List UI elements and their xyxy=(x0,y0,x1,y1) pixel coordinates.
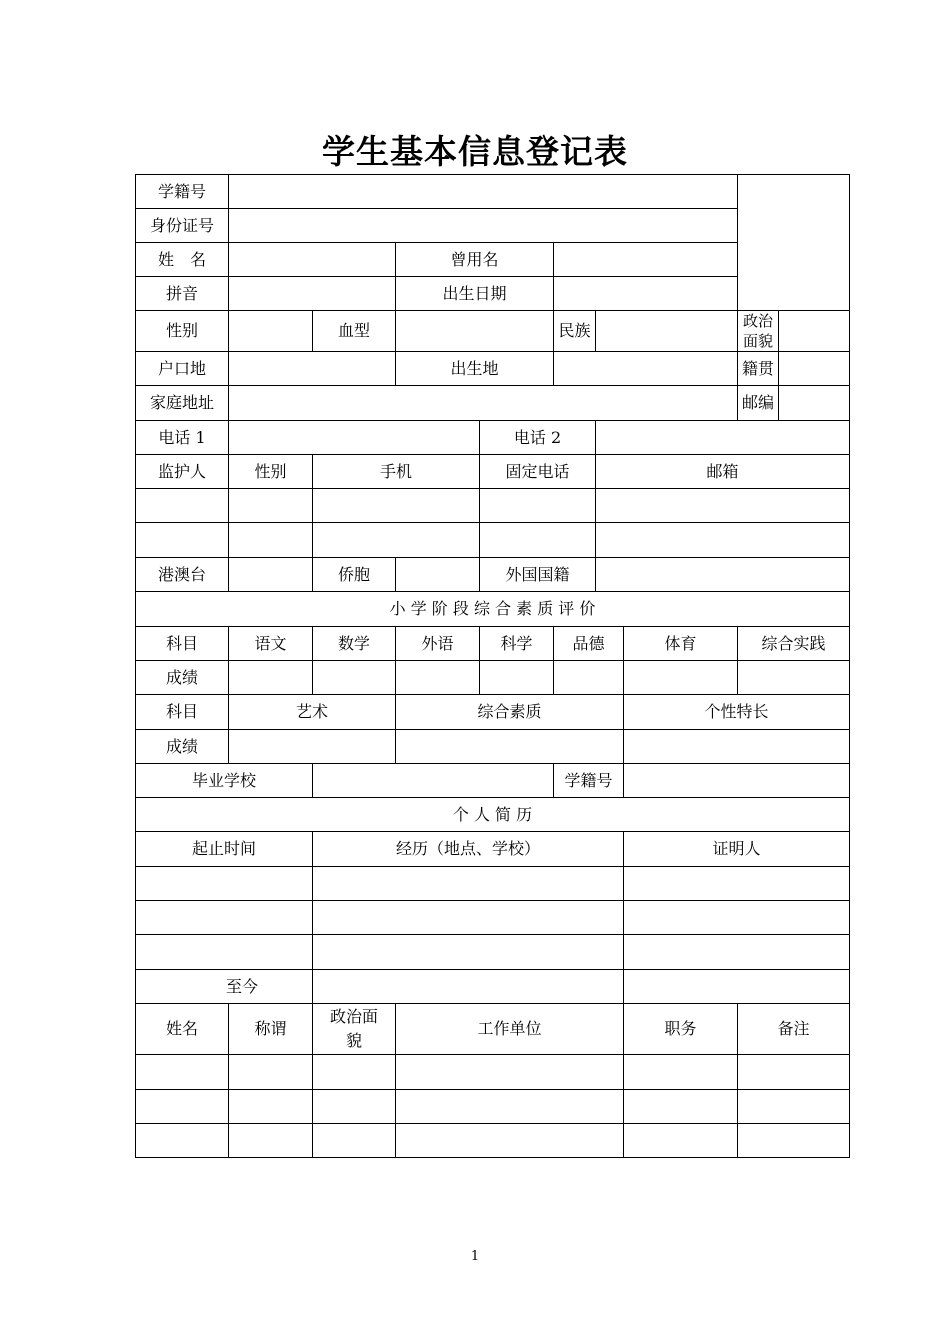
family-3-political[interactable] xyxy=(313,1124,396,1158)
label-name: 姓 名 xyxy=(136,243,229,277)
family-2-position[interactable] xyxy=(624,1090,738,1124)
label-hmt: 港澳台 xyxy=(136,558,229,592)
field-guardian-1[interactable] xyxy=(136,489,229,523)
score-chinese[interactable] xyxy=(229,661,313,695)
family-1-remarks[interactable] xyxy=(738,1055,850,1090)
label-foreign: 外国国籍 xyxy=(480,558,596,592)
label-guardian-mobile: 手机 xyxy=(313,455,480,489)
section-resume: 个 人 简 历 xyxy=(136,798,850,832)
label-guardian-gender: 性别 xyxy=(229,455,313,489)
label-political-status: 政治面貌 xyxy=(738,311,779,352)
family-1-employer[interactable] xyxy=(396,1055,624,1090)
subject-foreign-language: 外语 xyxy=(396,627,480,661)
label-birth-date: 出生日期 xyxy=(396,277,554,311)
label-witness: 证明人 xyxy=(624,832,850,867)
subject-pe: 体育 xyxy=(624,627,738,661)
label-hukou: 户口地 xyxy=(136,352,229,386)
field-grad-student-no[interactable] xyxy=(624,764,850,798)
family-1-relation[interactable] xyxy=(229,1055,313,1090)
field-overseas-chinese[interactable] xyxy=(396,558,480,592)
family-2-relation[interactable] xyxy=(229,1090,313,1124)
label-phone2: 电话 2 xyxy=(480,421,596,455)
page-title: 学生基本信息登记表 xyxy=(322,132,628,171)
field-home-address[interactable] xyxy=(229,386,738,421)
resume-period-1[interactable] xyxy=(136,867,313,901)
resume-witness-3[interactable] xyxy=(624,935,850,970)
field-ethnicity[interactable] xyxy=(596,311,738,352)
field-birthplace[interactable] xyxy=(554,352,738,386)
resume-witness-1[interactable] xyxy=(624,867,850,901)
label-student-no: 学籍号 xyxy=(136,175,229,209)
label-guardian-landline: 固定电话 xyxy=(480,455,596,489)
score-art[interactable] xyxy=(229,730,396,764)
field-political-status[interactable] xyxy=(779,311,850,352)
field-grad-school[interactable] xyxy=(313,764,554,798)
photo-area xyxy=(738,175,850,311)
subject-science: 科学 xyxy=(480,627,554,661)
label-postcode: 邮编 xyxy=(738,386,779,421)
score-overall-quality[interactable] xyxy=(396,730,624,764)
field-phone2[interactable] xyxy=(596,421,850,455)
subject-art: 艺术 xyxy=(229,695,396,730)
resume-period-3[interactable] xyxy=(136,935,313,970)
family-2-name[interactable] xyxy=(136,1090,229,1124)
field-student-no[interactable] xyxy=(229,175,738,209)
score-science[interactable] xyxy=(480,661,554,695)
field-name[interactable] xyxy=(229,243,396,277)
label-phone1: 电话 1 xyxy=(136,421,229,455)
score-foreign-language[interactable] xyxy=(396,661,480,695)
family-1-position[interactable] xyxy=(624,1055,738,1090)
label-family-position: 职务 xyxy=(624,1004,738,1055)
label-gender: 性别 xyxy=(136,311,229,352)
resume-experience-2[interactable] xyxy=(313,901,624,935)
label-score: 成绩 xyxy=(136,661,229,695)
resume-witness-present[interactable] xyxy=(624,970,850,1004)
label-native-place: 籍贯 xyxy=(738,352,779,386)
family-3-name[interactable] xyxy=(136,1124,229,1158)
field-postcode[interactable] xyxy=(779,386,850,421)
label-blood-type: 血型 xyxy=(313,311,396,352)
resume-period-2[interactable] xyxy=(136,901,313,935)
field-foreign[interactable] xyxy=(596,558,850,592)
label-guardian-email: 邮箱 xyxy=(596,455,850,489)
field-hukou[interactable] xyxy=(229,352,396,386)
field-gender[interactable] xyxy=(229,311,313,352)
label-id-card: 身份证号 xyxy=(136,209,229,243)
label-family-relation: 称谓 xyxy=(229,1004,313,1055)
label-subject-2: 科目 xyxy=(136,695,229,730)
field-guardian-2-mobile[interactable] xyxy=(313,523,480,558)
page-number: 1 xyxy=(470,1249,480,1264)
label-family-employer: 工作单位 xyxy=(396,1004,624,1055)
label-grad-school: 毕业学校 xyxy=(136,764,313,798)
family-1-political[interactable] xyxy=(313,1055,396,1090)
label-guardian: 监护人 xyxy=(136,455,229,489)
subject-math: 数学 xyxy=(313,627,396,661)
field-guardian-2-landline[interactable] xyxy=(480,523,596,558)
field-birth-date[interactable] xyxy=(554,277,738,311)
subject-personal-strength: 个性特长 xyxy=(624,695,850,730)
family-3-relation[interactable] xyxy=(229,1124,313,1158)
label-experience: 经历（地点、学校） xyxy=(313,832,624,867)
family-3-remarks[interactable] xyxy=(738,1124,850,1158)
field-pinyin[interactable] xyxy=(229,277,396,311)
label-ethnicity: 民族 xyxy=(554,311,596,352)
resume-witness-2[interactable] xyxy=(624,901,850,935)
subject-chinese: 语文 xyxy=(229,627,313,661)
subject-morality: 品德 xyxy=(554,627,624,661)
score-math[interactable] xyxy=(313,661,396,695)
field-hmt[interactable] xyxy=(229,558,313,592)
label-score-2: 成绩 xyxy=(136,730,229,764)
score-personal-strength[interactable] xyxy=(624,730,850,764)
field-guardian-2[interactable] xyxy=(136,523,229,558)
family-3-employer[interactable] xyxy=(396,1124,624,1158)
label-period: 起止时间 xyxy=(136,832,313,867)
label-subject: 科目 xyxy=(136,627,229,661)
subject-overall-quality: 综合素质 xyxy=(396,695,624,730)
label-family-name: 姓名 xyxy=(136,1004,229,1055)
family-2-remarks[interactable] xyxy=(738,1090,850,1124)
family-2-employer[interactable] xyxy=(396,1090,624,1124)
family-1-name[interactable] xyxy=(136,1055,229,1090)
field-guardian-1-email[interactable] xyxy=(596,489,850,523)
field-guardian-1-landline[interactable] xyxy=(480,489,596,523)
resume-experience-3[interactable] xyxy=(313,935,624,970)
family-2-political[interactable] xyxy=(313,1090,396,1124)
field-guardian-2-gender[interactable] xyxy=(229,523,313,558)
field-guardian-1-gender[interactable] xyxy=(229,489,313,523)
label-grad-student-no: 学籍号 xyxy=(554,764,624,798)
field-guardian-1-mobile[interactable] xyxy=(313,489,480,523)
label-family-political-text: 政治面貌 xyxy=(329,1007,378,1050)
score-morality[interactable] xyxy=(554,661,624,695)
resume-period-present[interactable] xyxy=(136,970,313,1004)
field-native-place[interactable] xyxy=(779,352,850,386)
registration-form xyxy=(135,174,850,1158)
family-3-position[interactable] xyxy=(624,1124,738,1158)
label-family-remarks: 备注 xyxy=(738,1004,850,1055)
section-primary-eval: 小 学 阶 段 综 合 素 质 评 价 xyxy=(136,592,850,627)
label-to-present: 至今 xyxy=(225,976,258,996)
field-guardian-2-email[interactable] xyxy=(596,523,850,558)
label-former-name: 曾用名 xyxy=(396,243,554,277)
field-id-card[interactable] xyxy=(229,209,738,243)
field-blood-type[interactable] xyxy=(396,311,554,352)
label-overseas-chinese: 侨胞 xyxy=(313,558,396,592)
label-birthplace: 出生地 xyxy=(396,352,554,386)
label-pinyin: 拼音 xyxy=(136,277,229,311)
subject-practice: 综合实践 xyxy=(738,627,850,661)
field-former-name[interactable] xyxy=(554,243,738,277)
label-family-political xyxy=(313,1004,396,1055)
score-pe[interactable] xyxy=(624,661,738,695)
resume-experience-present[interactable] xyxy=(313,970,624,1004)
resume-experience-1[interactable] xyxy=(313,867,624,901)
label-home-address: 家庭地址 xyxy=(136,386,229,421)
score-practice[interactable] xyxy=(738,661,850,695)
field-phone1[interactable] xyxy=(229,421,480,455)
